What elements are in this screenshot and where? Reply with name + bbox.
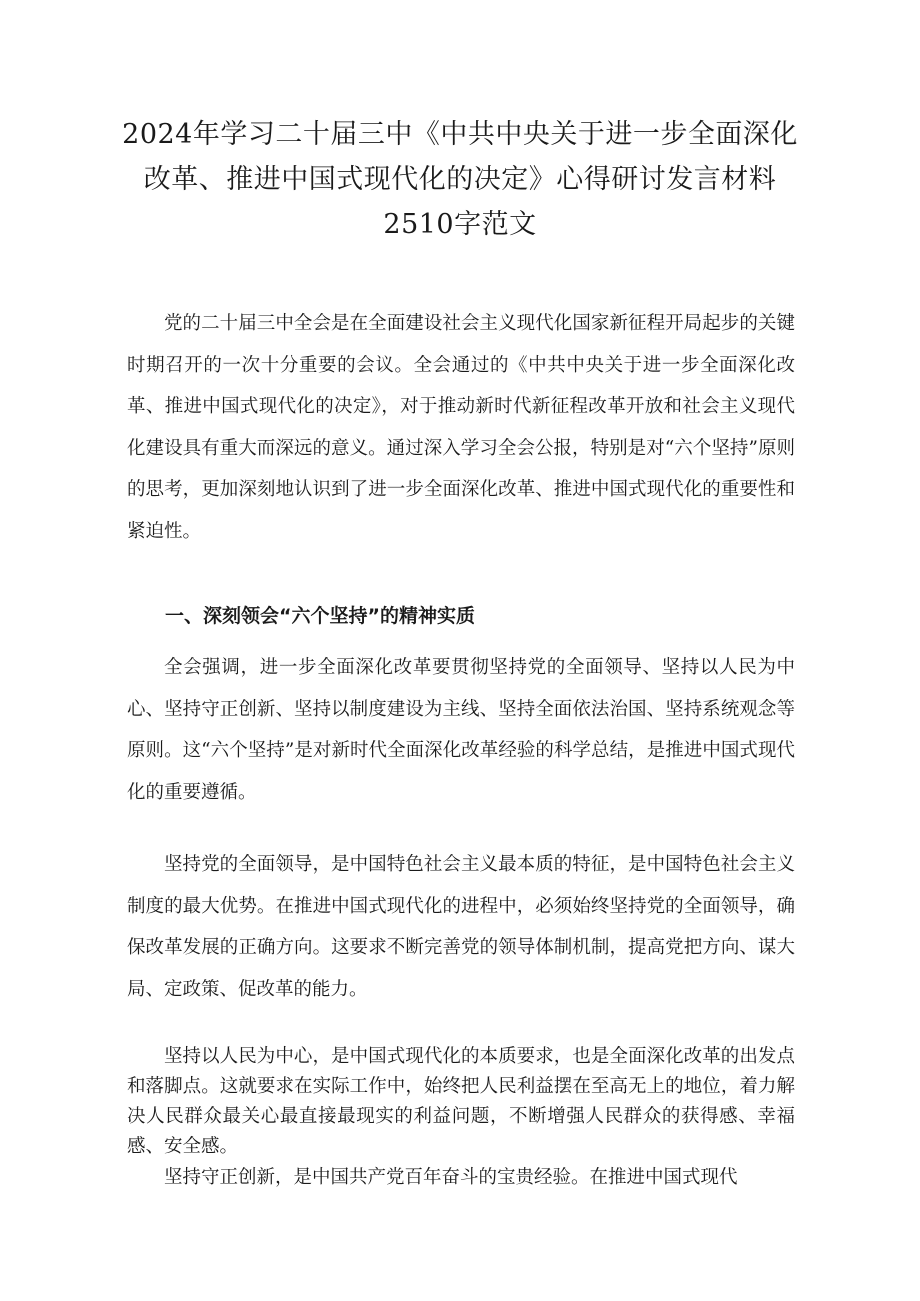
body-paragraph-principles: 全会强调，进一步全面深化改革要贯彻坚持党的全面领导、坚持以人民为中心、坚持守正创新、坚持以制度建设为主线、坚持全面依法治国、坚持系统观念等原则。这“六个坚持”是对新时代全面深化改革经验的科学总结，是推进中国式现代化的重要遵循。 (127, 657, 795, 803)
body-paragraph-people-centered: 坚持以人民为中心，是中国式现代化的本质要求，也是全面深化改革的出发点和落脚点。这就要求在实际工作中，始终把人民利益摆在至高无上的地位，着力解决人民群众最关心最直接最现实的利益问题，不断增强人民群众的获得感、幸福感、安全感。 (127, 1046, 795, 1157)
section-heading: 一、深刻领会“六个坚持”的精神实质 (165, 605, 475, 627)
document-title: 2024年学习二十届三中《中共中央关于进一步全面深化改革、推进中国式现代化的决定》心得研讨发言材料2510字范文 (122, 119, 798, 240)
body-paragraph-innovation: 坚持守正创新，是中国共产党百年奋斗的宝贵经验。在推进中国式现代 (164, 1167, 738, 1188)
intro-paragraph: 党的二十届三中全会是在全面建设社会主义现代化国家新征程开局起步的关键时期召开的一次十分重要的会议。全会通过的《中共中央关于进一步全面深化改革、推进中国式现代化的决定》，对于推动新时代新征程改革开放和社会主义现代化建设具有重大而深远的意义。通过深入学习全会公报，特别是对“六个坚持”原则的思考，更加深刻地认识到了进一步全面深化改革、推进中国式现代化的重要性和紧迫性。 (127, 313, 795, 542)
body-paragraph-party-leadership: 坚持党的全面领导，是中国特色社会主义最本质的特征，是中国特色社会主义制度的最大优势。在推进中国式现代化的进程中，必须始终坚持党的全面领导，确保改革发展的正确方向。这要求不断完善党的领导体制机制，提高党把方向、谋大局、定政策、促改革的能力。 (127, 854, 795, 1000)
